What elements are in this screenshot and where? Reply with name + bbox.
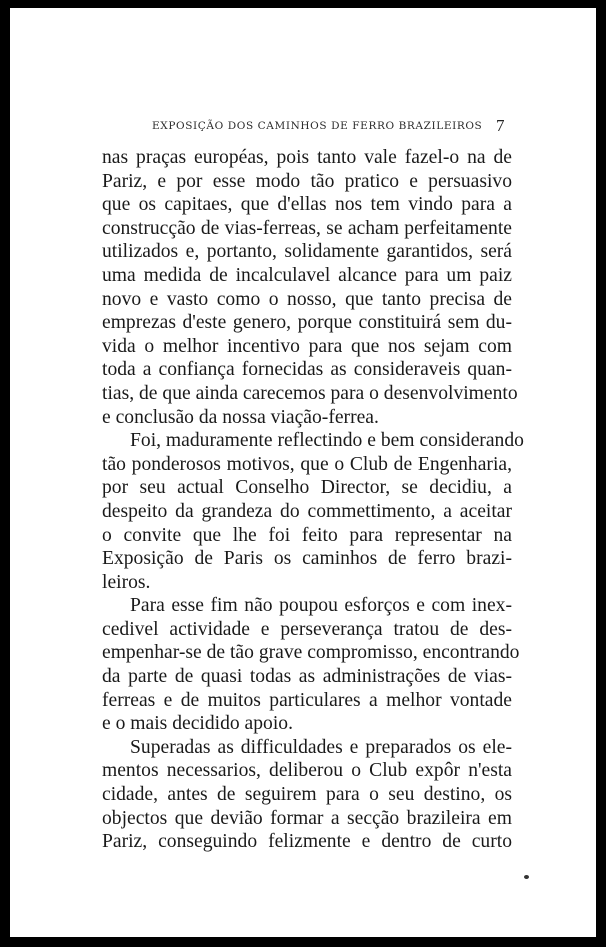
paragraph: [102, 429, 524, 594]
book-page: [10, 8, 596, 937]
text-line: cedivel actividade e perseverança tratou de des-: [102, 618, 512, 640]
text-line: por seu actual Conselho Director, se decidiu, a: [102, 477, 512, 499]
text-line: nas praças européas, pois tanto vale fazel-o na de: [102, 147, 512, 168]
running-header: EXPOSIÇÃO DOS CAMINHOS DE FERRO BRAZILEIROS: [152, 120, 483, 132]
text-line: mentos necessarios, deliberou o Club expôr n'esta: [102, 760, 512, 782]
text-line: empenhar-se de tão grave compromisso, encontrando: [102, 642, 520, 664]
text-line: tias, de que ainda carecemos para o desenvolvimento: [102, 382, 518, 404]
text-line: Superadas as difficuldades e preparados os ele-: [130, 736, 512, 758]
text-line: Exposição de Paris os caminhos de ferro brazi-: [102, 548, 512, 570]
text-line: Pariz, conseguindo felizmente e dentro de curto: [102, 831, 512, 853]
text-line: leiros.: [102, 571, 151, 593]
text-line: utilizados e, portanto, solidamente garantidos, será: [102, 241, 512, 263]
text-line: Foi, maduramente reflectindo e bem considerando: [130, 430, 524, 452]
text-line: novo e vasto como o nosso, que tanto precisa de: [102, 288, 512, 310]
text-line: ferreas e de muitos particulares a melhor vontade: [102, 689, 512, 711]
text-line: Para esse fim não poupou esforços e com inex-: [130, 595, 512, 617]
text-line: toda a confiança fornecidas as consideraveis quan-: [102, 359, 512, 381]
text-line: emprezas d'este genero, porque constituirá sem du-: [102, 312, 512, 334]
text-line: tão ponderosos motivos, que o Club de Engenharia,: [102, 453, 512, 475]
paragraph: [102, 146, 518, 429]
text-line: objectos que devião formar a secção brazileira em: [102, 807, 512, 829]
paragraph: [102, 736, 512, 854]
text-line: e o mais decidido apoio.: [102, 713, 293, 735]
text-line: o convite que lhe foi feito para representar na: [102, 524, 512, 546]
text-line: cidade, antes de seguirem para o seu destino, os: [102, 784, 512, 806]
text-line: vida o melhor incentivo para que nos sejam com: [102, 335, 512, 357]
page-number: 7: [496, 116, 505, 135]
text-line: uma medida de incalculavel alcance para um paiz: [102, 264, 512, 286]
text-line: despeito da grandeza do commettimento, a aceitar: [102, 500, 512, 522]
text-line: que os capitaes, que d'ellas nos tem vindo para a: [102, 194, 512, 216]
text-line: da parte de quasi todas as administrações de vias-: [102, 666, 512, 688]
text-line: e conclusão da nossa viação-ferrea.: [102, 406, 379, 428]
text-line: Pariz, e por esse modo tão pratico e persuasivo: [102, 170, 512, 192]
body-text: [102, 146, 524, 854]
ink-speck: [524, 875, 529, 879]
text-line: construcção de vias-ferreas, se acham perfeitamente: [102, 217, 512, 239]
paragraph: [102, 594, 520, 736]
